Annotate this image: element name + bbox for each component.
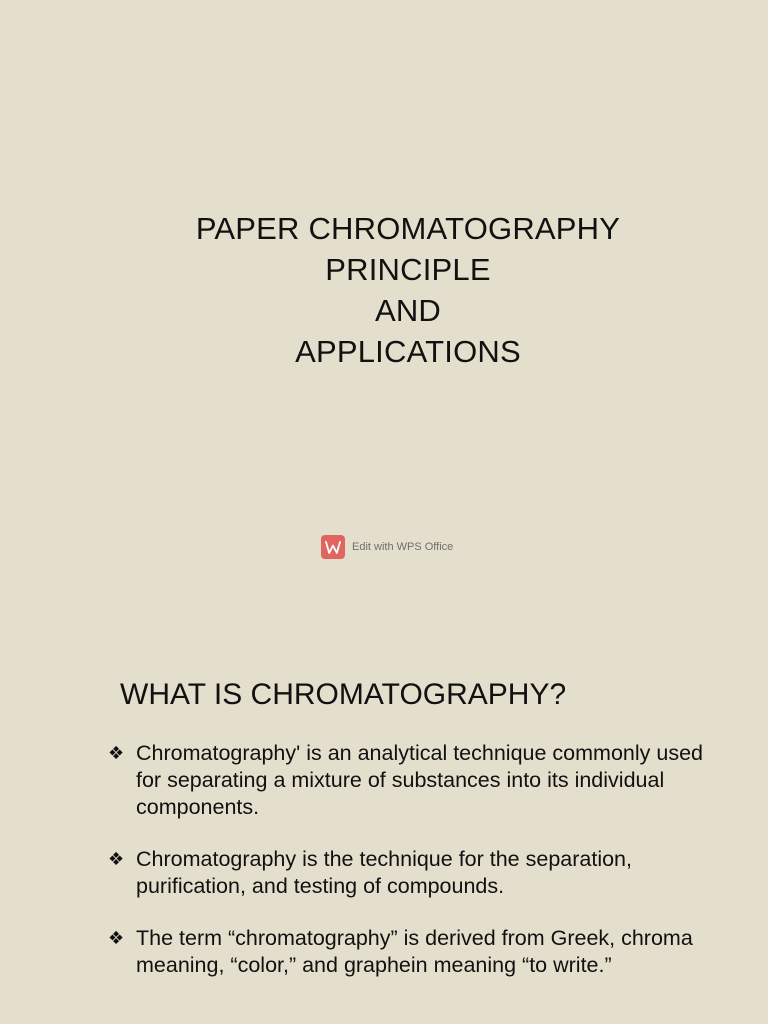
title-line-2: PRINCIPLE	[325, 252, 491, 287]
diamond-bullet-icon: ❖	[108, 928, 125, 949]
wps-watermark	[321, 535, 453, 559]
bullet-item-2	[108, 846, 708, 900]
wps-logo-glyph	[325, 541, 341, 554]
title-line-1: PAPER CHROMATOGRAPHY	[195, 211, 621, 246]
slide-what-is-chromatography	[0, 620, 768, 1024]
title-line-3: AND	[374, 293, 442, 328]
bullet-item-1	[108, 740, 708, 821]
bullet-text-2: Chromatography is the technique for the separation, purification, and testing of compounds.	[136, 847, 632, 898]
bullet-list	[108, 740, 708, 979]
wps-watermark-text: Edit with WPS Office	[352, 541, 454, 553]
presentation-title	[0, 208, 768, 372]
bullet-text-1: Chromatography' is an analytical technique commonly used for separating a mixture of substances into its individual components.	[136, 741, 703, 819]
bullet-item-3	[108, 925, 708, 979]
title-line-4: APPLICATIONS	[295, 334, 521, 369]
wps-logo-icon	[321, 535, 345, 559]
section-heading: WHAT IS CHROMATOGRAPHY?	[120, 678, 567, 711]
bullet-text-3: The term “chromatography” is derived from Greek, chroma meaning, “color,” and graphein meaning “to write.”	[136, 926, 693, 977]
diamond-bullet-icon: ❖	[108, 743, 125, 764]
diamond-bullet-icon: ❖	[108, 849, 125, 870]
